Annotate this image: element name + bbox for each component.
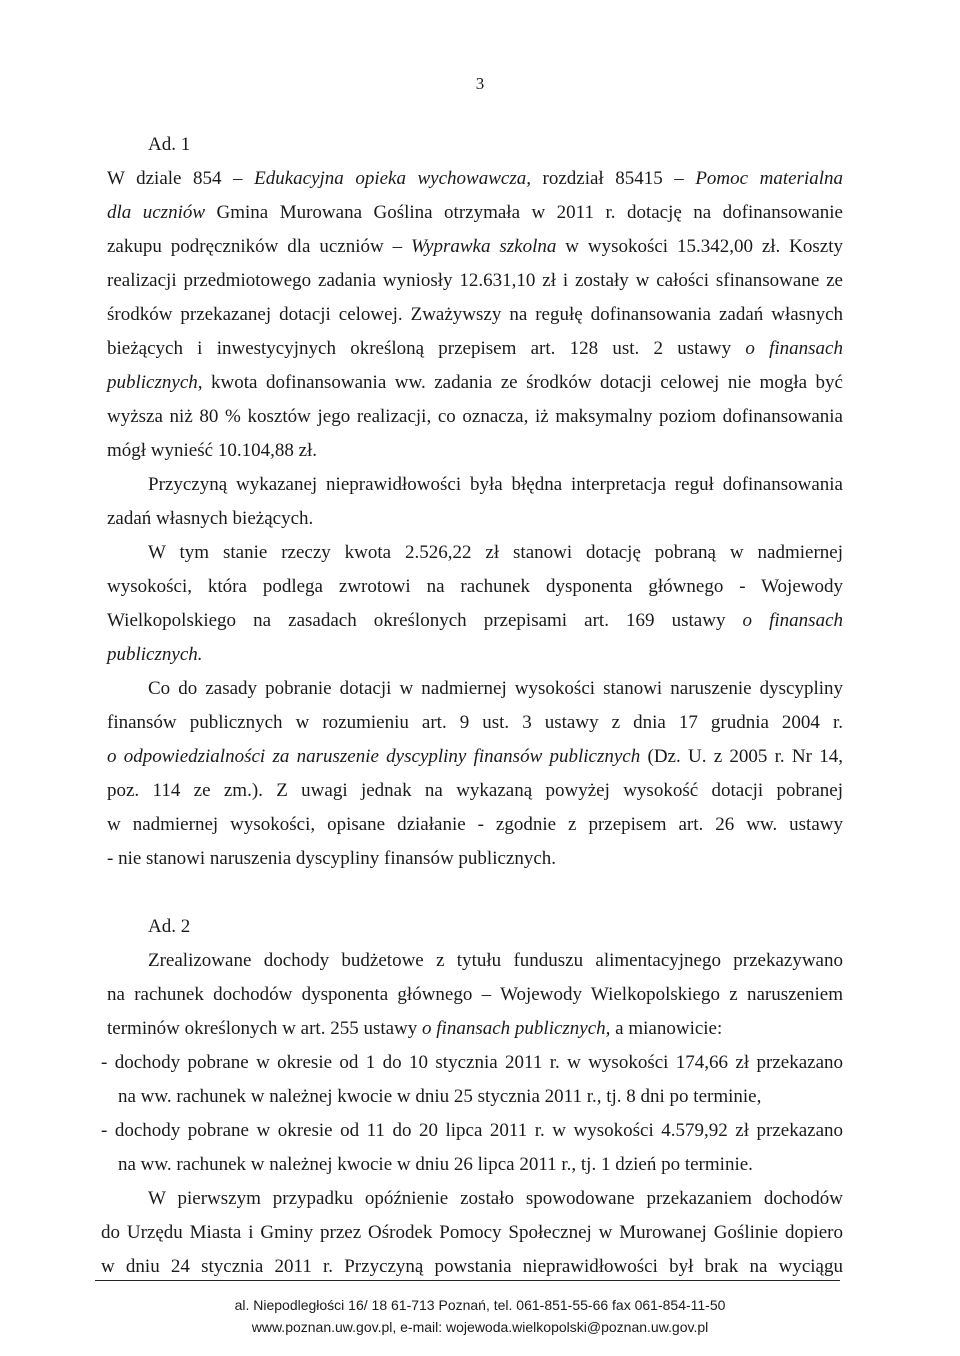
paragraph-line: poz. 114 ze zm.). Z uwagi jednak na wykazaną powyżej wysokość dotacji pobranej (107, 780, 843, 801)
section-1-heading: Ad. 1 (148, 134, 191, 155)
paragraph-line: do Urzędu Miasta i Gminy przez Ośrodek Pomocy Społecznej w Murowanej Goślinie dopiero (101, 1222, 843, 1243)
paragraph-line: finansów publicznych w rozumieniu art. 9 ust. 3 ustawy z dnia 17 grudnia 2004 r. (107, 712, 843, 733)
paragraph-line: w nadmiernej wysokości, opisane działanie - zgodnie z przepisem art. 26 ww. ustawy (107, 814, 843, 835)
list-item: na ww. rachunek w należnej kwocie w dniu 26 lipca 2011 r., tj. 1 dzień po terminie. (118, 1154, 753, 1175)
footer-divider (95, 1280, 840, 1281)
paragraph-line: o odpowiedzialności za naruszenie dyscypliny finansów publicznych (Dz. U. z 2005 r. Nr 14, (107, 746, 843, 767)
paragraph-line: mógł wynieść 10.104,88 zł. (107, 440, 318, 461)
paragraph-line: publicznych. (107, 644, 203, 665)
paragraph-line: W dziale 854 – Edukacyjna opieka wychowawcza, rozdział 85415 – Pomoc materialna (107, 168, 844, 189)
footer-address: al. Niepodległości 16/ 18 61-713 Poznań, tel. 061-851-55-66 fax 061-854-11-50 (234, 1297, 726, 1313)
list-item: - dochody pobrane w okresie od 1 do 10 stycznia 2011 r. w wysokości 174,66 zł przekazano (101, 1052, 843, 1073)
paragraph-line: terminów określonych w art. 255 ustawy o finansach publicznych, a mianowicie: (107, 1018, 723, 1039)
page-number: 3 (475, 74, 485, 93)
paragraph-line: w dniu 24 stycznia 2011 r. Przyczyną powstania nieprawidłowości był brak na wyciągu (101, 1256, 843, 1277)
paragraph-line: - nie stanowi naruszenia dyscypliny finansów publicznych. (107, 848, 557, 869)
footer-contact: www.poznan.uw.gov.pl, e-mail: wojewoda.wielkopolski@poznan.uw.gov.pl (251, 1319, 709, 1335)
paragraph-line: na rachunek dochodów dysponenta głównego – Wojewody Wielkopolskiego z naruszeniem (107, 984, 843, 1005)
paragraph-line: W pierwszym przypadku opóźnienie zostało spowodowane przekazaniem dochodów (148, 1188, 843, 1209)
paragraph-line: Co do zasady pobranie dotacji w nadmiernej wysokości stanowi naruszenie dyscypliny (148, 678, 843, 699)
paragraph-line: realizacji przedmiotowego zadania wyniosły 12.631,10 zł i zostały w całości sfinansowane ze (107, 270, 843, 291)
list-item: - dochody pobrane w okresie od 11 do 20 lipca 2011 r. w wysokości 4.579,92 zł przekazano (101, 1120, 843, 1141)
paragraph-line: Przyczyną wykazanej nieprawidłowości była błędna interpretacja reguł dofinansowania (148, 474, 843, 495)
paragraph-line: W tym stanie rzeczy kwota 2.526,22 zł stanowi dotację pobraną w nadmiernej (148, 542, 843, 563)
paragraph-line: środków przekazanej dotacji celowej. Zważywszy na regułę dofinansowania zadań własnych (107, 304, 843, 325)
paragraph-line: wysokości, która podlega zwrotowi na rachunek dysponenta głównego - Wojewody (107, 576, 843, 597)
paragraph-line: dla uczniów Gmina Murowana Goślina otrzymała w 2011 r. dotację na dofinansowanie (107, 202, 843, 223)
section-2-heading: Ad. 2 (148, 916, 191, 937)
paragraph-line: publicznych, kwota dofinansowania ww. zadania ze środków dotacji celowej nie mogła być (107, 372, 843, 393)
paragraph-line: zakupu podręczników dla uczniów – Wyprawka szkolna w wysokości 15.342,00 zł. Koszty (107, 236, 843, 257)
paragraph-line: zadań własnych bieżących. (107, 508, 314, 529)
list-item: na ww. rachunek w należnej kwocie w dniu 25 stycznia 2011 r., tj. 8 dni po terminie, (118, 1086, 762, 1107)
paragraph-line: bieżących i inwestycyjnych określoną przepisem art. 128 ust. 2 ustawy o finansach (107, 338, 843, 359)
paragraph-line: Zrealizowane dochody budżetowe z tytułu funduszu alimentacyjnego przekazywano (148, 950, 843, 971)
paragraph-line: Wielkopolskiego na zasadach określonych przepisami art. 169 ustawy o finansach (107, 610, 843, 631)
paragraph-line: wyższa niż 80 % kosztów jego realizacji, co oznacza, iż maksymalny poziom dofinansowania (107, 406, 843, 427)
